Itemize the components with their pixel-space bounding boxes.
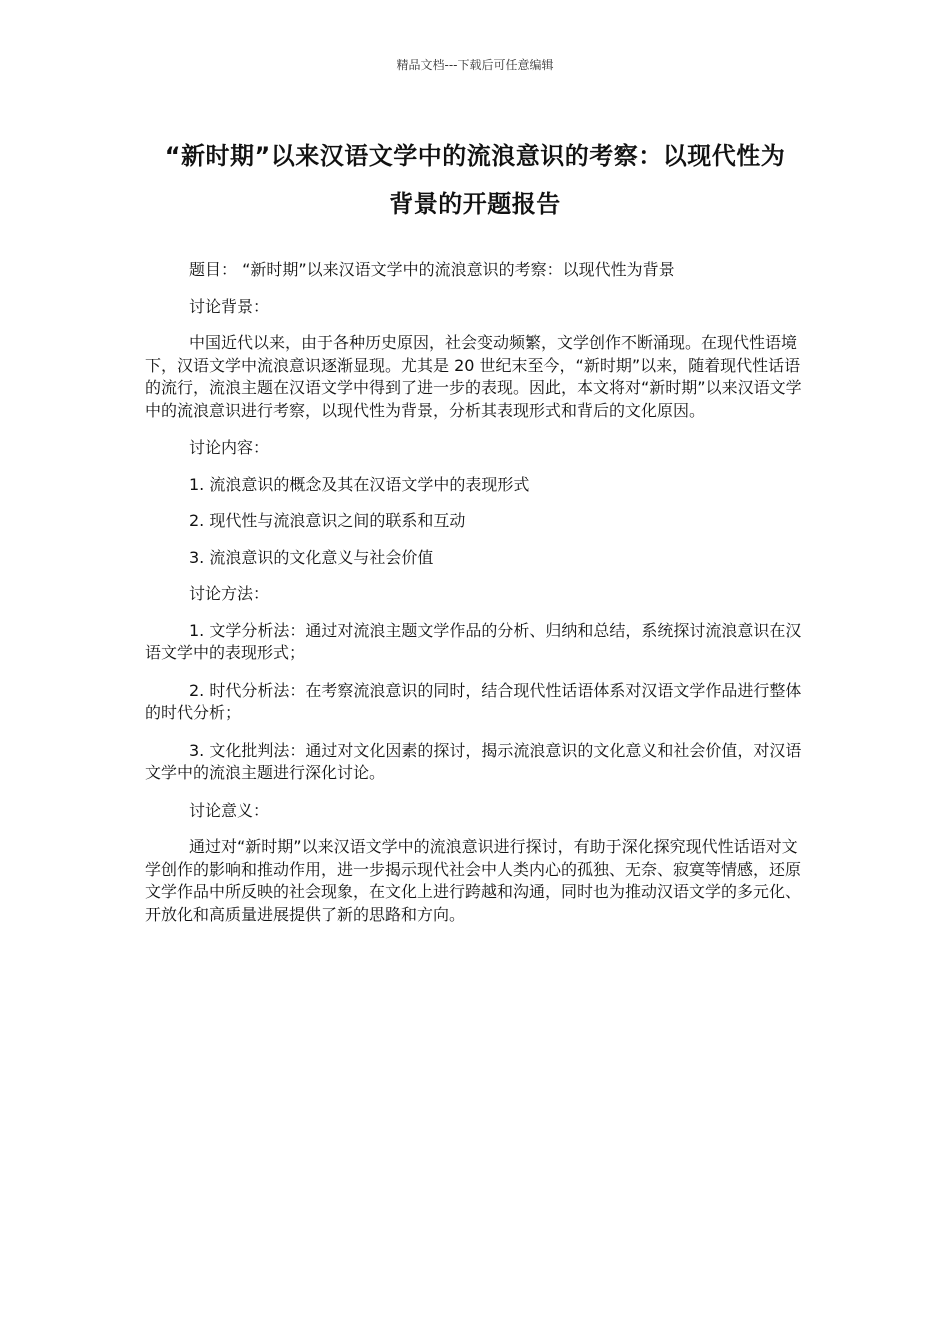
document-title [140, 132, 810, 228]
content-heading: 讨论内容： [189, 438, 270, 457]
method-item: 2. 时代分析法：在考察流浪意识的同时，结合现代性话语体系对汉语文学作品进行整体的时代分析； [145, 680, 802, 722]
method-item: 3. 文化批判法：通过对文化因素的探讨，揭示流浪意识的文化意义和社会价值，对汉语文学中的流浪主题进行深化讨论。 [145, 740, 802, 782]
method-item: 1. 文学分析法：通过对流浪主题文学作品的分析、归纳和总结，系统探讨流浪意识在汉语文学中的表现形式； [145, 620, 802, 662]
background-heading: 讨论背景： [189, 296, 270, 316]
document-title-line-1: “新时期”以来汉语文学中的流浪意识的考察：以现代性为 [164, 142, 786, 170]
content-item: 3. 流浪意识的文化意义与社会价值 [189, 547, 434, 567]
document-body [145, 259, 807, 941]
significance-heading: 讨论意义： [189, 800, 270, 820]
method-heading: 讨论方法： [189, 584, 270, 603]
background-paragraph: 中国近代以来，由于各种历史原因，社会变动频繁，文学创作不断涌现。在现代性语境下，汉语文学中流浪意识逐渐显现。尤其是 20 世纪末至今，“新时期”以来，随着现代性话语的流行，流浪主题在汉语文学中得到了进一步的表现。因此，本文将对“新时期”以来汉语文学中的流浪意识进行考察，以现代性为背景，分析其表现形式和背后的文化原因。 [145, 333, 802, 420]
content-item: 1. 流浪意识的概念及其在汉语文学中的表现形式 [189, 474, 530, 494]
document-title-line-2: 背景的开题报告 [389, 190, 561, 218]
content-item: 2. 现代性与流浪意识之间的联系和互动 [189, 511, 466, 530]
topic-line: 题目： “新时期”以来汉语文学中的流浪意识的考察：以现代性为背景 [189, 260, 675, 279]
header-note: 精品文档---下载后可任意编辑 [396, 58, 554, 72]
significance-paragraph: 通过对“新时期”以来汉语文学中的流浪意识进行探讨，有助于深化探究现代性话语对文学创作的影响和推动作用，进一步揭示现代社会中人类内心的孤独、无奈、寂寞等情感，还原文学作品中所反映的社会现象，在文化上进行跨越和沟通，同时也为推动汉语文学的多元化、开放化和高质量进展提供了新的思路和方向。 [145, 837, 802, 924]
